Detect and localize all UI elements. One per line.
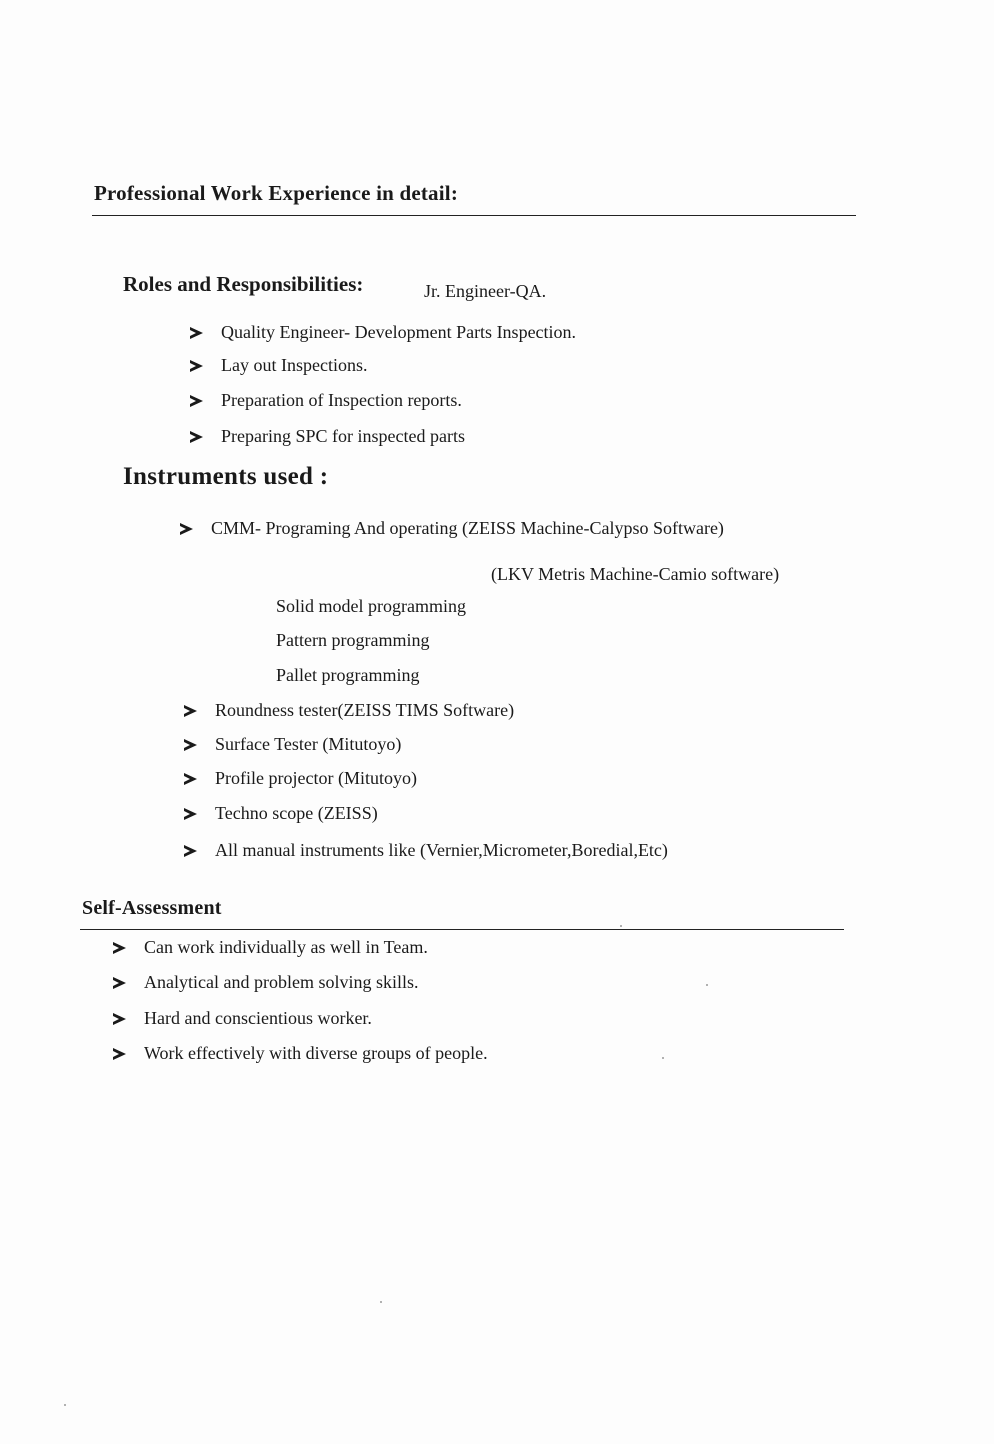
list-item-text: Techno scope (ZEISS) [215, 803, 378, 823]
list-item-cmm [180, 518, 724, 539]
scan-speck [706, 984, 708, 986]
scan-speck [380, 1301, 382, 1303]
arrow-bullet-icon [113, 1048, 126, 1060]
arrow-bullet-icon [190, 327, 203, 339]
list-item-text: Analytical and problem solving skills. [144, 972, 419, 992]
list-item-text: Can work individually as well in Team. [144, 937, 428, 957]
list-item [184, 700, 514, 721]
list-item [190, 390, 462, 411]
arrow-bullet-icon [184, 739, 197, 751]
scan-speck [620, 925, 622, 927]
arrow-bullet-icon [190, 360, 203, 372]
self-assessment-heading: Self-Assessment [82, 897, 222, 919]
list-item-text: All manual instruments like (Vernier,Micrometer,Boredial,Etc) [215, 840, 668, 860]
scan-speck [662, 1057, 664, 1059]
list-item-text: Surface Tester (Mitutoyo) [215, 734, 402, 754]
list-item [113, 1043, 488, 1064]
list-item-text: Work effectively with diverse groups of people. [144, 1043, 488, 1063]
arrow-bullet-icon [113, 977, 126, 989]
arrow-bullet-icon [184, 845, 197, 857]
cmm-sub-item: Solid model programming [276, 596, 466, 616]
cmm-second-line: (LKV Metris Machine-Camio software) [491, 564, 780, 584]
list-item-text: Lay out Inspections. [221, 355, 368, 375]
list-item-text: Preparation of Inspection reports. [221, 390, 462, 410]
list-item [113, 1008, 372, 1029]
instruments-heading: Instruments used : [123, 463, 329, 490]
list-item [184, 734, 401, 755]
cmm-sub-item: Pattern programming [276, 630, 430, 650]
arrow-bullet-icon [190, 395, 203, 407]
arrow-bullet-icon [190, 431, 203, 443]
arrow-bullet-icon [180, 523, 193, 535]
list-item-text: Profile projector (Mitutoyo) [215, 768, 417, 788]
list-item [190, 322, 576, 343]
list-item-text: Hard and conscientious worker. [144, 1008, 372, 1028]
arrow-bullet-icon [184, 808, 197, 820]
self-assessment-rule [80, 929, 844, 930]
list-item [113, 972, 418, 993]
list-item-text: Quality Engineer- Development Parts Inspection. [221, 322, 577, 342]
list-item [184, 768, 417, 789]
list-item [190, 355, 367, 376]
roles-value: Jr. Engineer-QA. [424, 281, 547, 301]
arrow-bullet-icon [113, 942, 126, 954]
list-item [184, 803, 378, 824]
list-item-text: CMM- Programing And operating (ZEISS Machine-Calypso Software) [211, 518, 724, 538]
roles-label: Roles and Responsibilities: [123, 272, 364, 296]
list-item-text: Roundness tester(ZEISS TIMS Software) [215, 700, 515, 720]
arrow-bullet-icon [184, 705, 197, 717]
cmm-sub-item: Pallet programming [276, 665, 420, 685]
arrow-bullet-icon [113, 1013, 126, 1025]
scan-speck [64, 1404, 66, 1406]
professional-heading-rule [92, 215, 856, 216]
list-item [190, 426, 465, 447]
list-item [184, 840, 668, 861]
list-item [113, 937, 428, 958]
list-item-text: Preparing SPC for inspected parts [221, 426, 465, 446]
professional-experience-heading: Professional Work Experience in detail: [94, 181, 459, 205]
arrow-bullet-icon [184, 773, 197, 785]
